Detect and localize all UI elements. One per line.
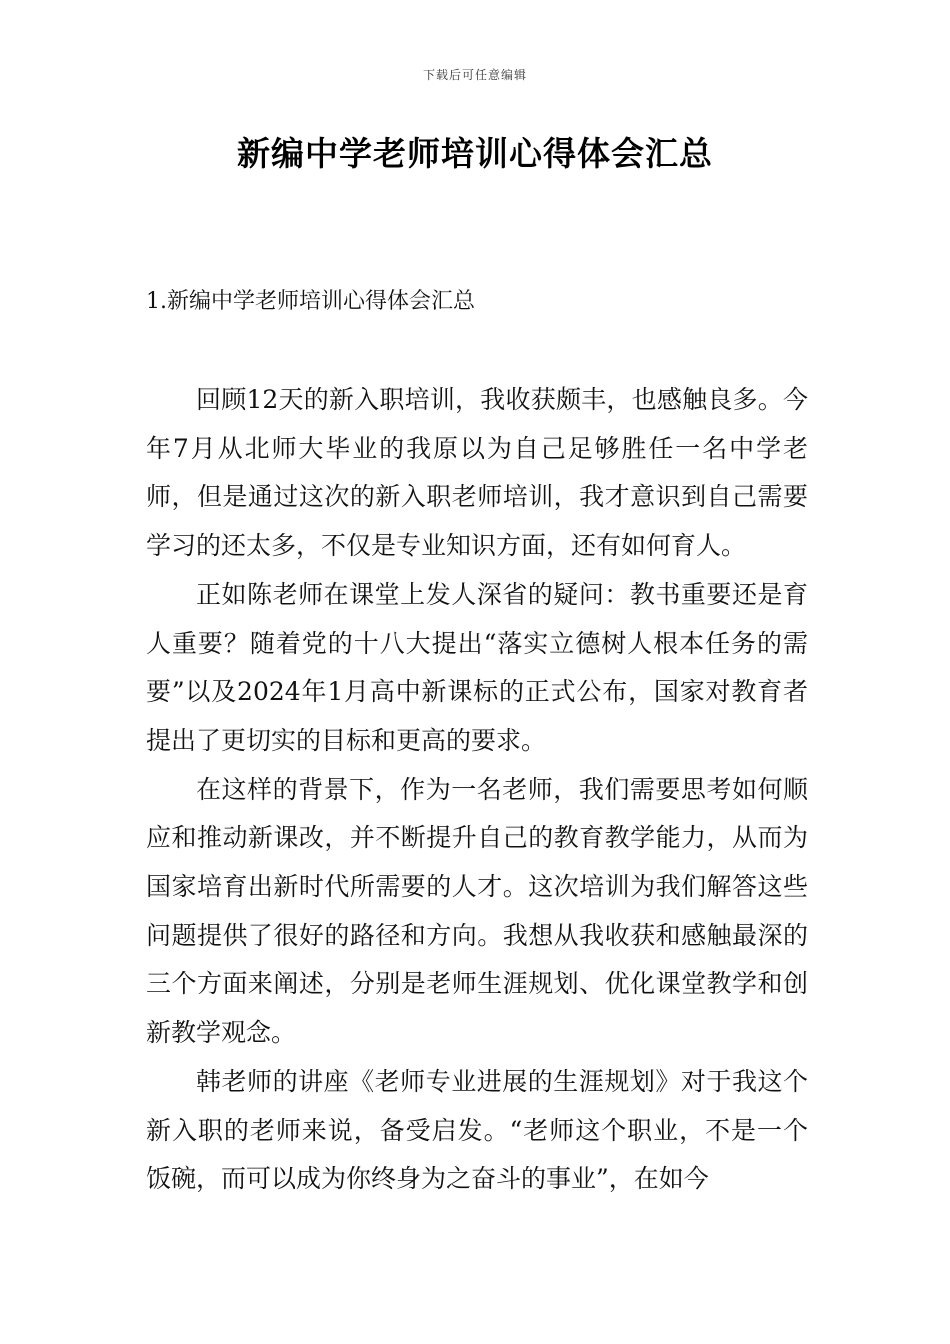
- paragraph-3: 在这样的背景下，作为一名老师，我们需要思考如何顺应和推动新课改，并不断提升自己的教育教学能力，从而为国家培育出新时代所需要的人才。这次培训为我们解答这些问题提供了很好的路径和方向。我想从我收获和感触最深的三个方面来阐述，分别是老师生涯规划、优化课堂教学和创新教学观念。: [146, 774, 808, 1048]
- document-title: 新编中学老师培训心得体会汇总: [237, 134, 713, 173]
- document-body: [146, 376, 808, 1204]
- paragraph-2: 正如陈老师在课堂上发人深省的疑问：教书重要还是育人重要？随着党的十八大提出“落实立德树人根本任务的需要”以及2024年1月高中新课标的正式公布，国家对教育者提出了更切实的目标和更高的要求。: [146, 579, 808, 755]
- paragraph-4: 韩老师的讲座《老师专业进展的生涯规划》对于我这个新入职的老师来说，备受启发。“老师这个职业，不是一个饭碗，而可以成为你终身为之奋斗的事业”，在如今: [146, 1066, 808, 1194]
- paragraph-1: 回顾12天的新入职培训，我收获颇丰，也感触良多。今年7月从北师大毕业的我原以为自己足够胜任一名中学老师，但是通过这次的新入职老师培训，我才意识到自己需要学习的还太多，不仅是专业知识方面，还有如何育人。: [146, 385, 808, 561]
- header-note: 下载后可任意编辑: [422, 68, 527, 82]
- section-heading: 1.新编中学老师培训心得体会汇总: [146, 289, 475, 314]
